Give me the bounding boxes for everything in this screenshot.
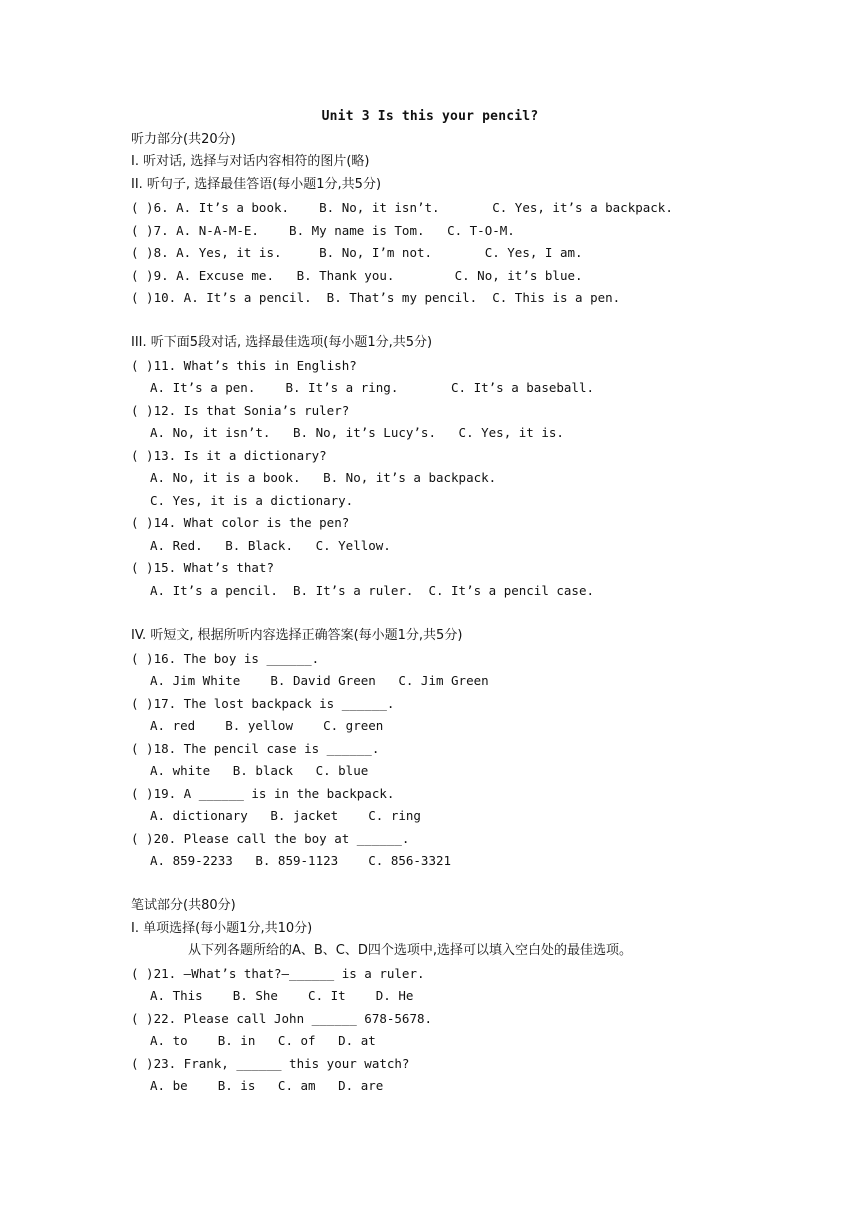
question-6: ( )6. A. It’s a book. B. No, it isn’t. C. Yes, it’s a backpack.	[131, 200, 673, 215]
question-12: ( )12. Is that Sonia’s ruler?	[131, 403, 350, 418]
writing-instruction: 从下列各题所给的A、B、C、D四个选项中,选择可以填入空白处的最佳选项。	[188, 943, 633, 958]
question-17-options: A. red B. yellow C. green	[150, 718, 384, 733]
writing-header: 笔试部分(共80分)	[131, 898, 236, 913]
question-16: ( )16. The boy is ______.	[131, 651, 320, 666]
listening-header: 听力部分(共20分)	[131, 132, 236, 147]
question-18-options: A. white B. black C. blue	[150, 763, 369, 778]
question-14: ( )14. What color is the pen?	[131, 515, 350, 530]
question-7: ( )7. A. N-A-M-E. B. My name is Tom. C. T-O-M.	[131, 223, 515, 238]
question-21-options: A. This B. She C. It D. He	[150, 988, 414, 1003]
question-22-options: A. to B. in C. of D. at	[150, 1033, 376, 1048]
question-21: ( )21. —What’s that?—______ is a ruler.	[131, 966, 425, 981]
question-19: ( )19. A ______ is in the backpack.	[131, 786, 395, 801]
question-14-options: A. Red. B. Black. C. Yellow.	[150, 538, 391, 553]
question-8: ( )8. A. Yes, it is. B. No, I’m not. C. Yes, I am.	[131, 245, 583, 260]
question-10: ( )10. A. It’s a pencil. B. That’s my pencil. C. This is a pen.	[131, 290, 621, 305]
question-23-options: A. be B. is C. am D. are	[150, 1078, 384, 1093]
question-18: ( )18. The pencil case is ______.	[131, 741, 380, 756]
question-20-options: A. 859-2233 B. 859-1123 C. 856-3321	[150, 853, 452, 868]
section2-header: II. 听句子, 选择最佳答语(每小题1分,共5分)	[131, 177, 382, 192]
question-15-options: A. It’s a pencil. B. It’s a ruler. C. It’s a pencil case.	[150, 583, 595, 598]
question-13-options: A. No, it is a book. B. No, it’s a backpack.	[150, 470, 497, 485]
question-13: ( )13. Is it a dictionary?	[131, 448, 327, 463]
question-13-options-2: C. Yes, it is a dictionary.	[150, 493, 354, 508]
question-17: ( )17. The lost backpack is ______.	[131, 696, 395, 711]
page-title: Unit 3 Is this your pencil?	[321, 109, 539, 124]
section1-header: I. 听对话, 选择与对话内容相符的图片(略)	[131, 154, 370, 169]
question-23: ( )23. Frank, ______ this your watch?	[131, 1056, 410, 1071]
question-15: ( )15. What’s that?	[131, 560, 274, 575]
question-12-options: A. No, it isn’t. B. No, it’s Lucy’s. C. Yes, it is.	[150, 425, 564, 440]
question-19-options: A. dictionary B. jacket C. ring	[150, 808, 421, 823]
question-16-options: A. Jim White B. David Green C. Jim Green	[150, 673, 489, 688]
question-9: ( )9. A. Excuse me. B. Thank you. C. No, it’s blue.	[131, 268, 583, 283]
question-11: ( )11. What’s this in English?	[131, 358, 357, 373]
question-20: ( )20. Please call the boy at ______.	[131, 831, 410, 846]
writing-section1-header: I. 单项选择(每小题1分,共10分)	[131, 921, 313, 936]
question-22: ( )22. Please call John ______ 678-5678.	[131, 1011, 433, 1026]
section3-header: III. 听下面5段对话, 选择最佳选项(每小题1分,共5分)	[131, 335, 433, 350]
section4-header: IV. 听短文, 根据所听内容选择正确答案(每小题1分,共5分)	[131, 628, 463, 643]
question-11-options: A. It’s a pen. B. It’s a ring. C. It’s a baseball.	[150, 380, 595, 395]
